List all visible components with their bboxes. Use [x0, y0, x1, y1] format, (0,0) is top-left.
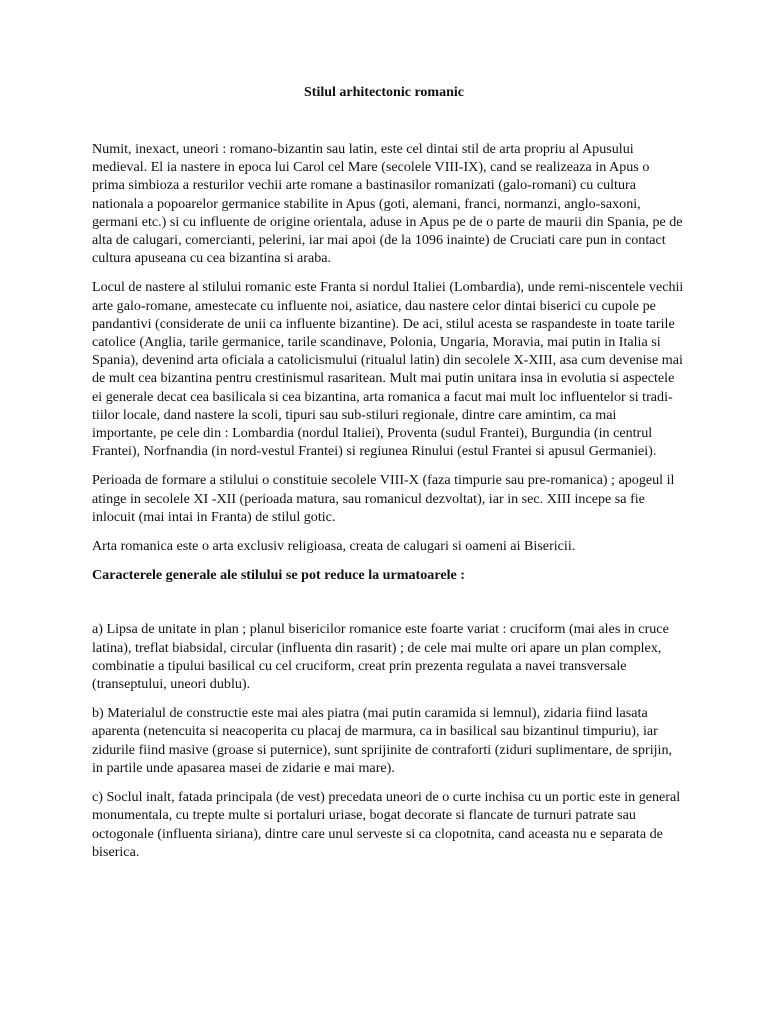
list-item-c: c) Soclul inalt, fatada principala (de vest) precedata uneori de o curte inchisa cu un portic este in general monumentala, cu trepte multe si portaluri uriase, bogat decorate si flancate de turnuri patrate sau octogonale (influenta siriana), dintre care unul serveste si ca clopotnita, cand aceasta nu e separata de biserica. — [92, 789, 681, 860]
paragraph-origin: Locul de nastere al stilului romanic este Franta si nordul Italiei (Lombardia), unde remi-niscentele vechii arte galo-romane, amestecate cu influente noi, asiatice, dau nastere celor dintai biserici cu cupole pe pandantivi (considerate de unii ca influente bizantine). De aci, stilul acesta se raspandeste in toate tarile catolice (Anglia, tarile germanice, tarile scandinave, Polonia, Ungaria, Moravia, mai putin in Italia si Spania), devenind arta oficiala a catolicismului (ritualul latin) din secolele X-XIII, asa cum devenise mai de mult cea bizantina pentru crestinismul rasaritean. Mult mai putin unitara insa in evolutia si aspectele ei generale decat cea basilicala si cea bizantina, arta romanica a facut mai mult loc influentelor si tradi-tiilor locale, dand nastere la scoli, tipuri sau sub-stiluri regionale, dintre care amintim, ca mai importante, pe cele din : Lombardia (nordul Italiei), Proventa (sudul Frantei), Burgundia (in centrul Frantei), Norfnandia (in nord-vestul Frantei) si regiunea Rinului (estul Frantei si apusul Germaniei). — [92, 279, 684, 460]
paragraph-intro: Numit, inexact, uneori : romano-bizantin sau latin, este cel dintai stil de arta propriu al Apusului medieval. El ia nastere in epoca lui Carol cel Mare (secolele VIII-IX), cand se realizeaza in Apus o prima simbioza a resturilor vechii arte romane a bastinasilor romanizati (galo-romani) cu cultura nationala a popoarelor germanice stabilite in Apus (goti, alemani, franci, normanzi, anglo-saxoni, germani etc.) si cu influente de origine orientala, aduse in Apus pe de o parte de maurii din Spania, pe de alta de calugari, comercianti, pelerini, iar mai apoi (de la 1096 inainte) de Cruciati care pun in contact cultura apuseana cu cea bizantina si araba. — [92, 141, 683, 267]
blank-line — [92, 598, 684, 620]
paragraph-religious: Arta romanica este o arta exclusiv religioasa, creata de calugari si oameni ai Bisericii. — [92, 538, 576, 555]
document-title: Stilul arhitectonic romanic — [304, 85, 464, 100]
paragraph-period: Perioada de formare a stilului o constituie secolele VIII-X (faza timpurie sau pre-romanica) ; apogeul il atinge in secolele XI -XII (perioada matura, sau romanicul dezvoltat), iar in sec. XIII incepe sa fie inlocuit (mai intai in Franta) de stilul gotic. — [92, 472, 675, 525]
document-body — [92, 140, 684, 872]
list-item-b: b) Materialul de constructie este mai ales piatra (mai putin caramida si lemnul), zidaria fiind lasata aparenta (netencuita si neacoperita cu placaj de marmura, ca in basilical sau bizantinul timpuriu), iar zidurile fiind masive (groase si puternice), sunt sprijinite de contraforti (ziduri suplimentare, de sprijin, in partile unde apasarea masei de zidarie e mai mare). — [92, 705, 673, 776]
section-heading: Caracterele generale ale stilului se pot reduce la urmatoarele : — [92, 567, 465, 584]
list-item-a: a) Lipsa de unitate in plan ; planul bisericilor romanice este foarte variat : cruciform (mai ales in cruce latina), treflat biabsidal, circular (influenta din rasarit) ; de cele mai multe ori apare un plan complex, combinatie a tipului basilical cu cel cruciform, creat prin prezenta regulata a navei transversale (transeptului, uneori dublu). — [92, 621, 669, 693]
